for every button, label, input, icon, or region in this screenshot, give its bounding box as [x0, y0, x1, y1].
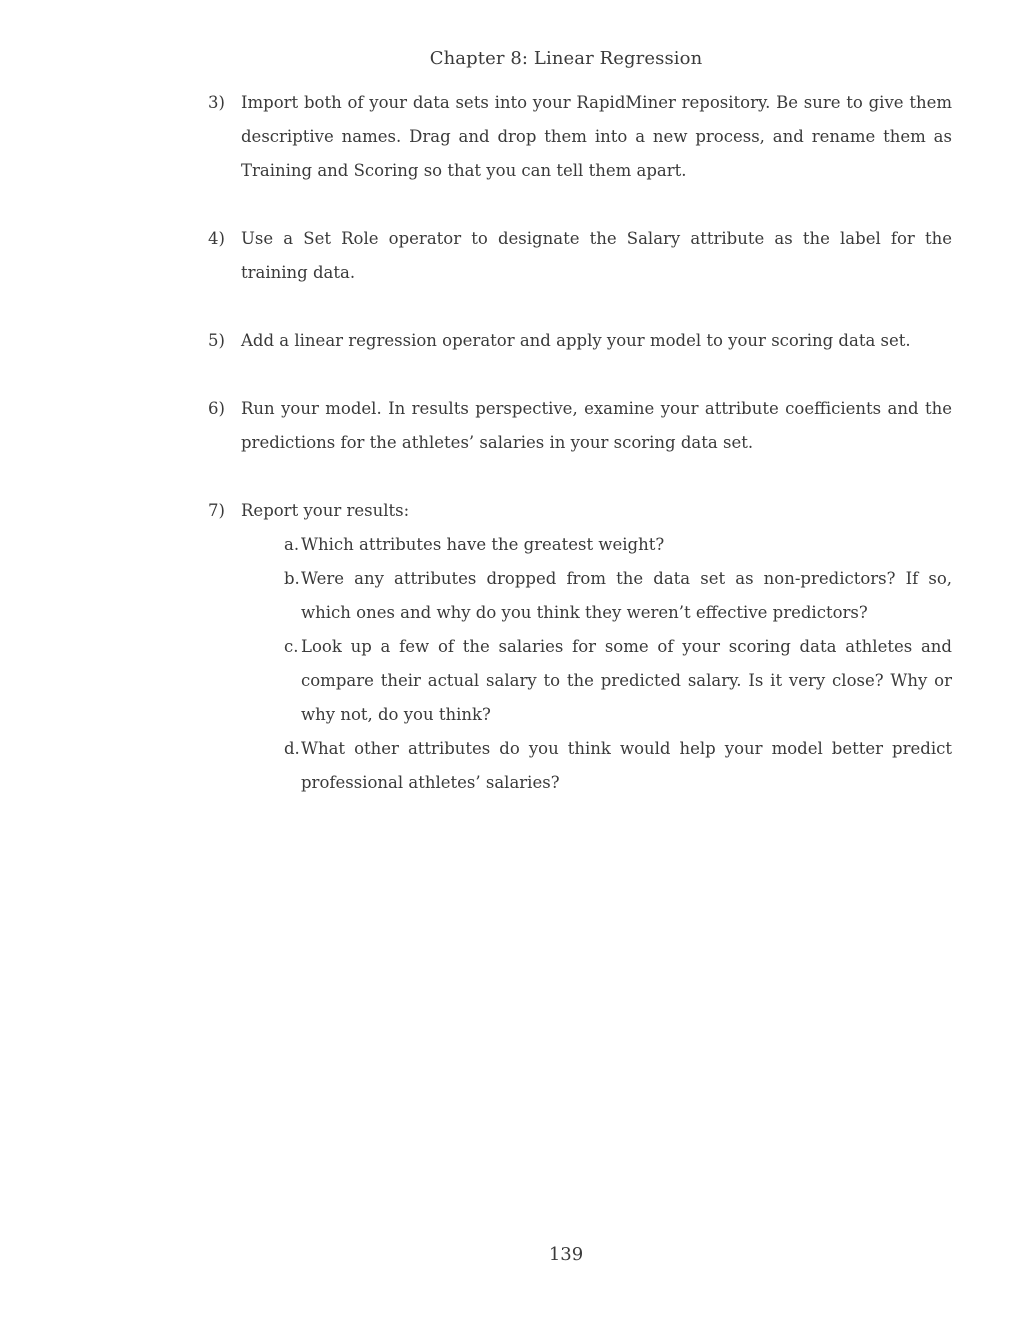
step-number: 6): [208, 399, 225, 418]
question-text: Were any attributes dropped from the data set as non-predictors? If so, which ones and why do you think they weren’t effective predictors?: [301, 569, 952, 622]
question-letter: d.: [284, 739, 300, 758]
question-d: [271, 732, 952, 800]
question-text: What other attributes do you think would help your model better predict professional athletes’ salaries?: [301, 739, 952, 792]
step-number: 5): [208, 331, 225, 350]
running-header: Chapter 8: Linear Regression: [429, 48, 703, 69]
step-5: [208, 324, 952, 358]
step-number: 4): [208, 229, 225, 248]
step-4: [208, 222, 952, 290]
question-letter: b.: [284, 569, 300, 588]
question-b: [271, 562, 952, 630]
results-questions: [241, 528, 952, 800]
question-letter: a.: [284, 535, 300, 554]
step-7: [208, 494, 952, 800]
step-3: [208, 86, 952, 188]
question-text: Which attributes have the greatest weight?: [301, 535, 665, 554]
question-a: [271, 528, 952, 562]
question-letter: c.: [284, 637, 299, 656]
step-6: [208, 392, 952, 460]
question-c: [271, 630, 952, 732]
step-text: Use a Set Role operator to designate the Salary attribute as the label for the training data.: [241, 229, 952, 282]
step-text: Report your results:: [241, 501, 410, 520]
step-text: Add a linear regression operator and apply your model to your scoring data set.: [241, 331, 911, 350]
step-number: 3): [208, 93, 225, 112]
step-text: Import both of your data sets into your RapidMiner repository. Be sure to give them descriptive names. Drag and drop them into a new process, and rename them as Training and Scoring so that you can tell them apart.: [241, 93, 952, 180]
question-text: Look up a few of the salaries for some of your scoring data athletes and compare their actual salary to the predicted salary. Is it very close? Why or why not, do you think?: [301, 637, 952, 724]
page-number: 139: [548, 1244, 584, 1265]
exercise-steps: [208, 86, 952, 834]
step-text: Run your model. In results perspective, examine your attribute coefficients and the predictions for the athletes’ salaries in your scoring data set.: [241, 399, 952, 452]
step-number: 7): [208, 501, 225, 520]
